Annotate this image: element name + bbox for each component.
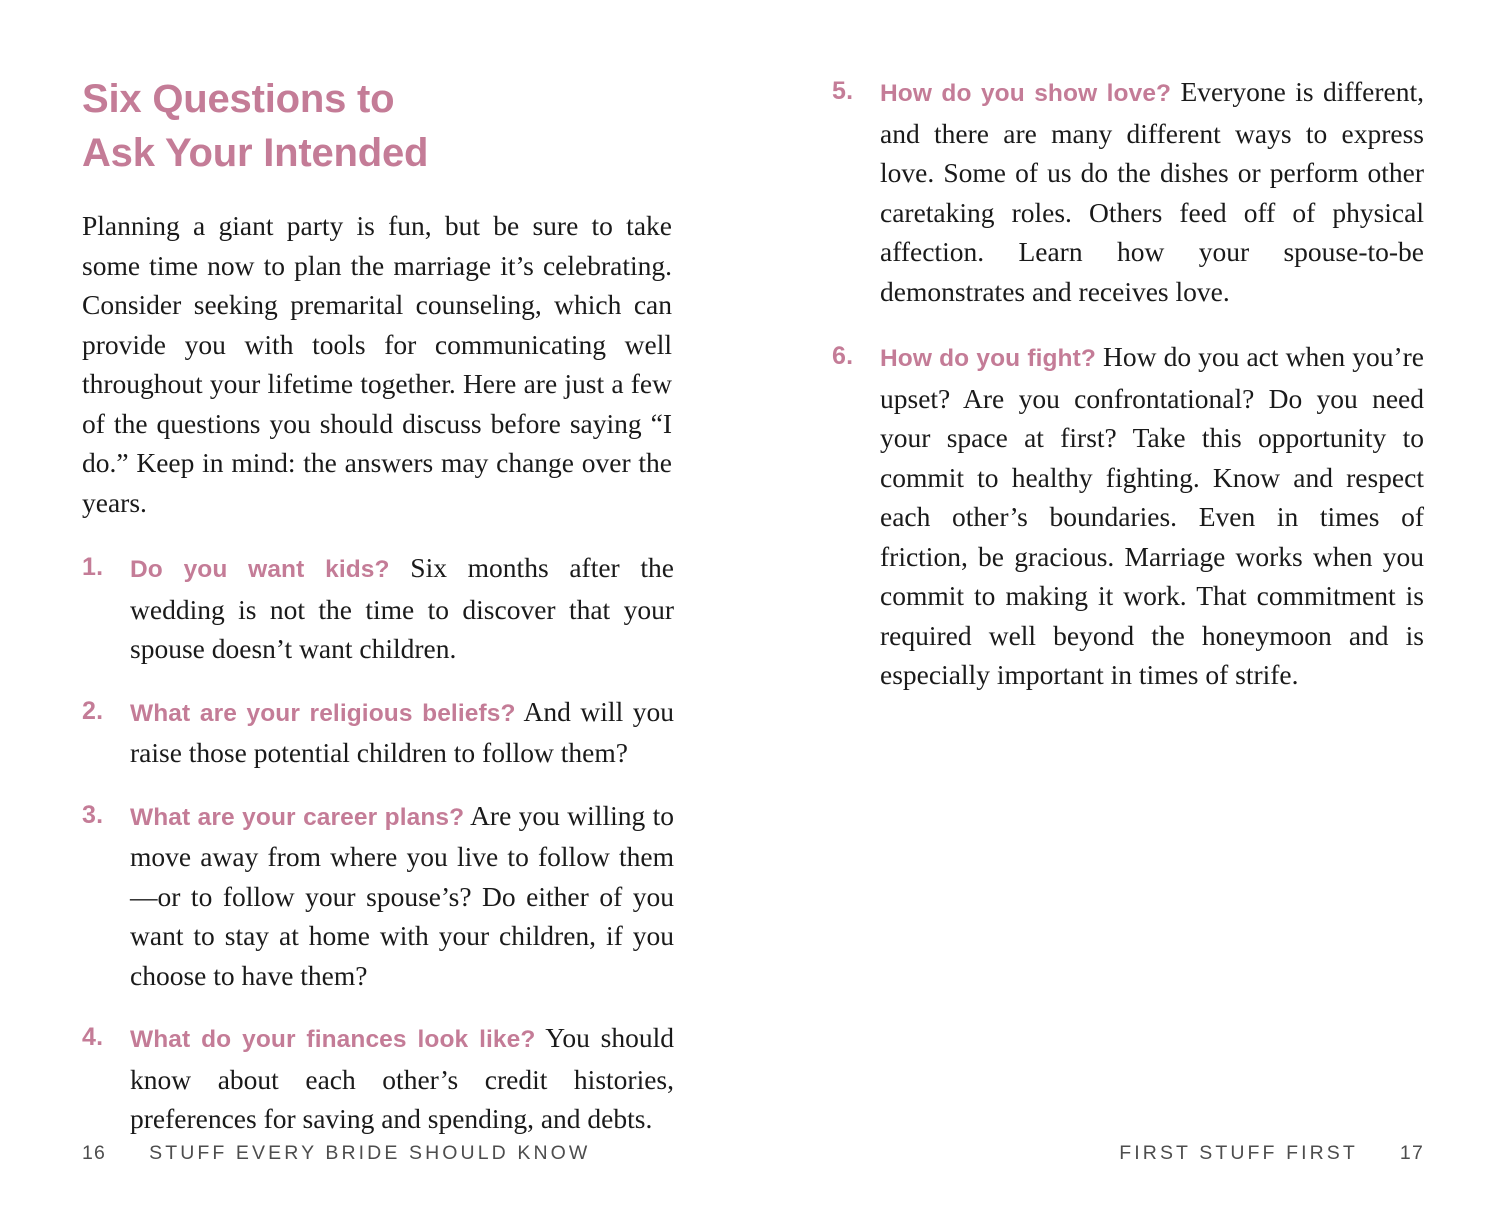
page-right (750, 0, 1500, 1232)
question-text: Everyone is different, and there are many different ways to express love. Some of us do the dishes or perform other caretaking roles. Others feed off of physical affection. Learn how your spouse-to-be demonstrates and receives love. (880, 76, 1424, 307)
list-item-number: 2. (82, 696, 104, 725)
question-text: Six months after the wedding is not the time to discover that your spouse doesn’t want children. (130, 552, 674, 664)
footer-left (0, 1140, 750, 1166)
question-lead: What are your career plans? (130, 803, 465, 831)
question-text: And will you raise those potential children to follow them? (130, 695, 674, 768)
list-item (832, 72, 1424, 311)
list-item-body (130, 548, 674, 669)
list-item-body (130, 1018, 674, 1139)
list-item (82, 548, 674, 669)
question-lead: Do you want kids? (130, 556, 390, 583)
intro-paragraph: Planning a giant party is fun, but be sure to take some time now to plan the marriage it’s celebrating. Consider seeking premarital counseling, which can provide you with tools for communicating well throughout your lifetime together. Here are just a few of the questions you should discuss before saying “I do.” Keep in mind: the answers may change over the years. (82, 210, 672, 518)
page-number: 16 (82, 1141, 107, 1164)
question-list-left (82, 548, 674, 1139)
question-lead: What do your finances look like? (130, 1026, 536, 1053)
list-item (82, 692, 674, 773)
question-lead: How do you fight? (880, 345, 1096, 372)
page-right-content (832, 0, 1424, 695)
question-list-right (832, 72, 1424, 695)
page-title (82, 72, 642, 180)
question-lead: How do you show love? (880, 80, 1172, 107)
list-item-number: 3. (82, 800, 104, 829)
page-title-line-2: Ask Your Intended (82, 131, 429, 175)
page-number: 17 (1399, 1141, 1424, 1164)
list-item-number: 4. (82, 1023, 104, 1051)
running-head: STUFF EVERY BRIDE SHOULD KNOW (149, 1141, 591, 1164)
question-text: Are you willing to move away from where you live to follow them—or to follow your spouse’s? Do either of you want to stay at home with your children, if you choose to have them? (130, 799, 674, 991)
list-item-body (880, 72, 1424, 311)
list-item-number: 6. (832, 342, 854, 370)
page-title-line-1: Six Questions to (82, 77, 395, 121)
question-text: You should know about each other’s credit histories, preferences for saving and spending, and debts. (130, 1022, 674, 1134)
list-item (82, 1018, 674, 1139)
footer-right (750, 1140, 1500, 1166)
list-item (82, 796, 674, 996)
question-lead: What are your religious beliefs? (130, 699, 516, 727)
list-item-number: 5. (832, 77, 854, 105)
list-item-body (130, 796, 674, 996)
question-text: How do you act when you’re upset? Are you confrontational? Do you need your space at first? Take this opportunity to commit to healthy fighting. Know and respect each other’s boundaries. Even in times of friction, be gracious. Marriage works when you commit to making it work. That commitment is required well beyond the honeymoon and is especially important in times of strife. (880, 341, 1424, 690)
list-item-body (130, 692, 674, 773)
list-item-number: 1. (82, 553, 104, 581)
list-item-body (880, 337, 1424, 695)
running-head: FIRST STUFF FIRST (1119, 1141, 1358, 1164)
list-item (832, 337, 1424, 695)
page-left-content (82, 0, 672, 1139)
